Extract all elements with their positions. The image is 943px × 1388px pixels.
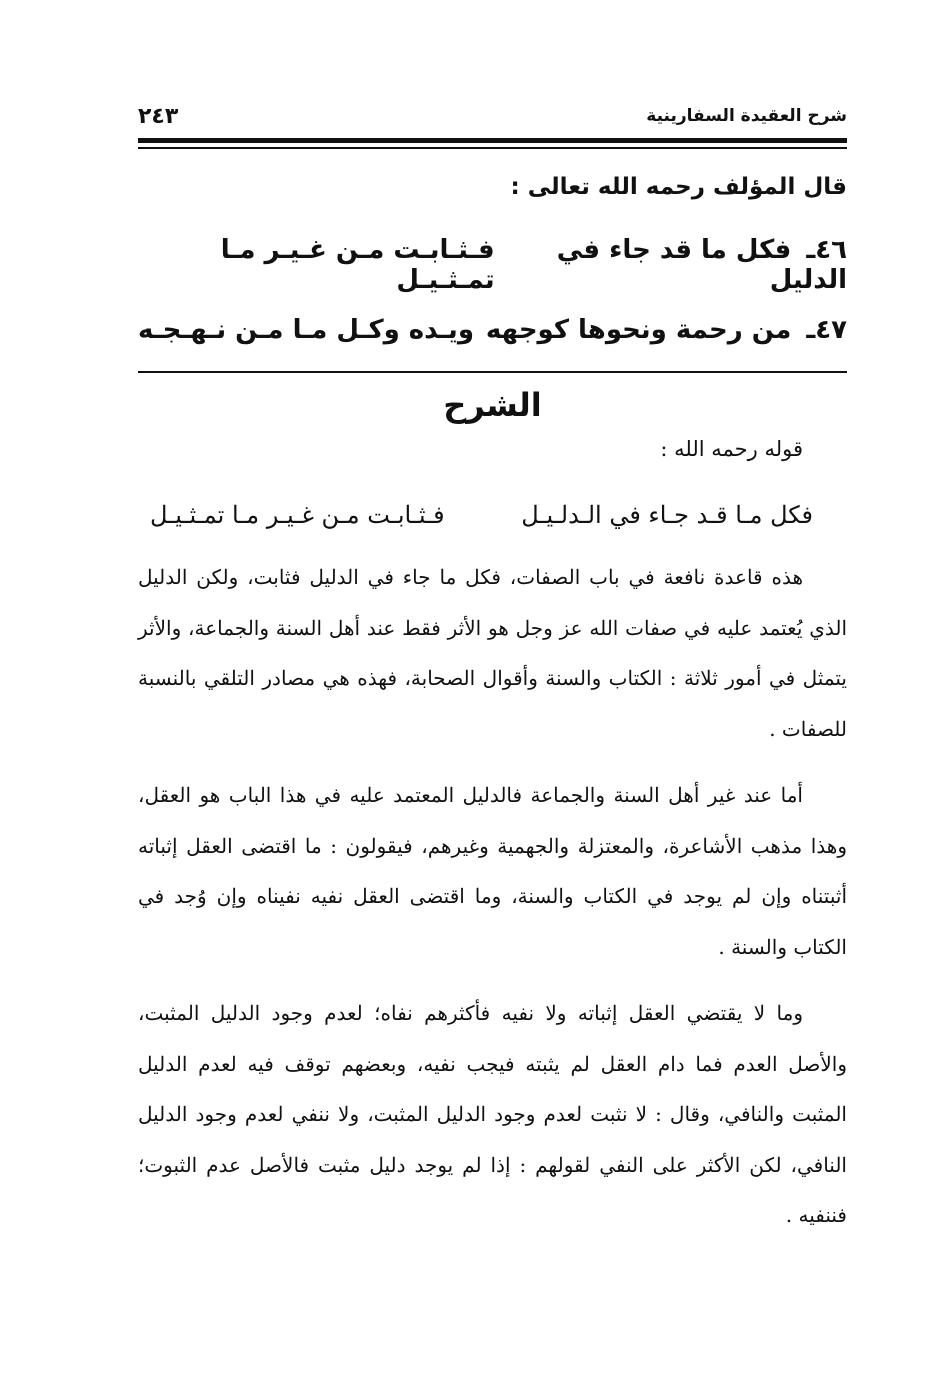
paragraph-2: أما عند غير أهل السنة والجماعة فالدليل المعتمد عليه في هذا الباب هو العقل، وهذا مذهب الأشاعرة، والمعتزلة والجهمية وغيرهم، فيقولون : ما اقتضى العقل إثباته أثبتناه وإن لم يوجد في الكتاب والسنة، وما اقتضى العقل نفيه نفيناه وإن وُجد في الكتاب والسنة . xyxy=(138,783,847,959)
verse-second-half: ويـده وكـل مـا مـن نـهـجـه xyxy=(138,315,474,345)
running-header xyxy=(138,96,847,136)
quote-intro: قوله رحمه الله : xyxy=(660,437,803,461)
verse-first-half xyxy=(486,315,847,345)
verse-second-half: فـثـابـت مـن غـيـر مـا تمـثـيـل xyxy=(220,235,495,295)
verse-number: ٤٧ـ xyxy=(806,315,847,345)
section-rule xyxy=(138,371,847,373)
commentary-body xyxy=(138,552,847,1257)
header-rule-thick xyxy=(138,138,847,143)
paragraph-1: هذه قاعدة نافعة في باب الصفات، فكل ما جاء في الدليل فثابت، ولكن الدليل الذي يُعتمد عليه في صفات الله عز وجل هو الأثر فقط عند أهل السنة والجماعة، والأثر يتمثل في أمور ثلاثة : الكتاب والسنة وأقوال الصحابة، فهذه هي مصادر التلقي بالنسبة للصفات . xyxy=(138,565,847,741)
running-title: شرح العقيدة السفارينية xyxy=(646,106,847,126)
verse-47 xyxy=(138,305,847,355)
quoted-verse xyxy=(150,492,813,538)
verse-46 xyxy=(138,235,847,295)
header-rule-thin xyxy=(138,147,847,149)
page-number: ٢٤٣ xyxy=(138,103,179,129)
quoted-verse-second-half: فـثـابـت مـن غـيـر مـا تمـثـيـل xyxy=(150,501,445,529)
verse-first-half xyxy=(495,235,847,295)
quoted-verse-first-half: فكل مـا قـد جـاء في الـدلـيـل xyxy=(521,501,813,529)
verse-first-half-text: من رحمة ونحوها كوجهه xyxy=(485,315,792,345)
author-intro: قال المؤلف رحمه الله تعالى : xyxy=(510,174,847,200)
verse-first-half-text: فكل ما قد جاء في الدليل xyxy=(556,235,847,295)
section-title: الشرح xyxy=(443,386,542,424)
verse-number: ٤٦ـ xyxy=(806,235,847,265)
paragraph-3: وما لا يقتضي العقل إثباته ولا نفيه فأكثرهم نفاه؛ لعدم وجود الدليل المثبت، والأصل العدم فما دام العقل لم يثبته فيجب نفيه، وبعضهم توقف فيه لعدم الدليل المثبت والنافي، وقال : لا نثبت لعدم وجود الدليل المثبت، ولا ننفي لعدم وجود الدليل النافي، لكن الأكثر على النفي لقولهم : إذا لم يوجد دليل مثبت فالأصل عدم الثبوت؛ فننفيه . xyxy=(138,1001,847,1227)
